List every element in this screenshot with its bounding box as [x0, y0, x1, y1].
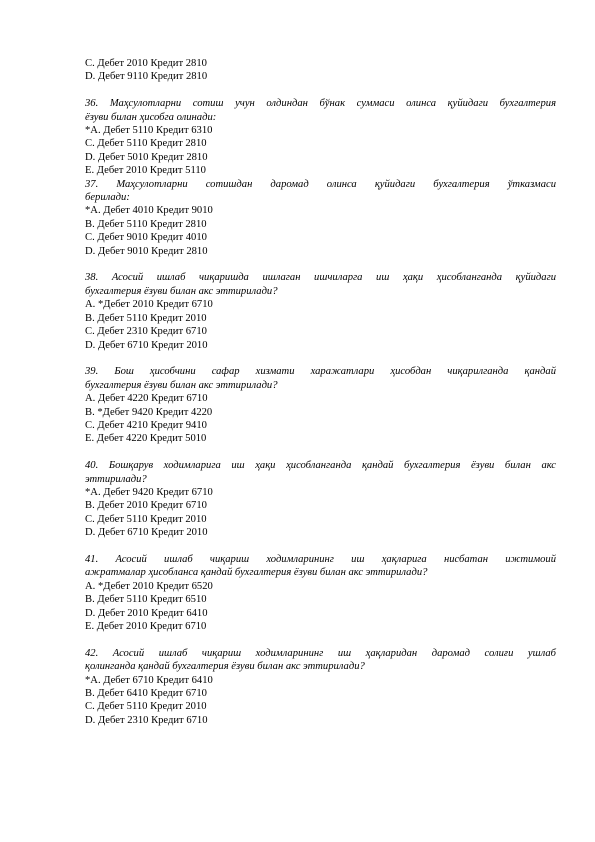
question-text: ажратмалар ҳисобланса қандай бухгалтерия ёзуви билан акс эттирилади? [85, 567, 428, 579]
question-text: 40. Бошқарув ходимларига иш ҳақи ҳисобланганда қандай бухгалтерия ёзуви билан акс [85, 460, 556, 472]
question-text: берилади: [85, 192, 130, 204]
answer-option: D. Дебет 9110 Кредит 2810 [85, 71, 208, 83]
question-text: ёзуви билан ҳисобга олинади: [85, 111, 217, 123]
question-text: эттирилади? [85, 473, 147, 485]
question-block-41 [85, 553, 556, 633]
question-block-38 [85, 271, 556, 351]
question-block-40 [85, 459, 556, 539]
answer-option: B. Дебет 6410 Кредит 6710 [85, 688, 207, 699]
answer-option: C. Дебет 5110 Кредит 2010 [85, 513, 207, 525]
answer-option: *A. Дебет 6710 Кредит 6410 [85, 674, 213, 686]
question-text: 42. Асосий ишлаб чиқариш ходимларининг иш ҳақларидан даромад солиғи ушлаб [85, 647, 556, 659]
question-text: 39. Бош ҳисобчини сафар хизмати харажатлари ҳисобдан чиқарилганда қандай [85, 366, 556, 378]
question-text: 41. Асосий ишлаб чиқариш ходимларининг иш ҳақларига нисбатан ижтимоий [85, 553, 556, 565]
answer-option: D. Дебет 2310 Кредит 6710 [85, 714, 208, 726]
question-block-37 [85, 178, 556, 258]
answer-option: E. Дебет 2010 Кредит 5110 [85, 165, 206, 177]
answer-option: *A. Дебет 4010 Кредит 9010 [85, 205, 213, 217]
question-block-36 [85, 97, 556, 177]
question-text: 38. Асосий ишлаб чиқаришда ишлаган ишчиларга иш ҳақи ҳисобланганда қуйидаги [85, 272, 556, 284]
answer-option: C. Дебет 2310 Кредит 6710 [85, 326, 207, 338]
answer-option: B. Дебет 2010 Кредит 6710 [85, 500, 207, 512]
answer-option: C. Дебет 2010 Кредит 2810 [85, 58, 207, 69]
document-page [85, 57, 556, 727]
answer-option: D. Дебет 9010 Кредит 2810 [85, 245, 208, 257]
answer-option: *A. Дебет 9420 Кредит 6710 [85, 486, 213, 498]
answer-option: C. Дебет 5110 Кредит 2010 [85, 701, 207, 713]
answer-option: C. Дебет 4210 Кредит 9410 [85, 419, 207, 431]
answer-block-35 [85, 57, 556, 84]
answer-option: *A. Дебет 5110 Кредит 6310 [85, 125, 213, 137]
question-block-42 [85, 647, 556, 727]
question-text: қолинганда қандай бухгалтерия ёзуви билан акс эттирилади? [85, 661, 365, 673]
question-block-39 [85, 365, 556, 445]
answer-option: D. Дебет 6710 Кредит 2010 [85, 339, 208, 351]
answer-option: C. Дебет 9010 Кредит 4010 [85, 232, 207, 244]
answer-option: A. *Дебет 2010 Кредит 6520 [85, 580, 213, 592]
answer-option: A. *Дебет 2010 Кредит 6710 [85, 299, 213, 311]
question-text: 36. Маҳсулотларни сотиш учун олдиндан бўнак суммаси олинса қуйидаги бухгалтерия [85, 98, 556, 110]
question-text: бухгалтерия ёзуви билан акс эттирилади? [85, 285, 278, 297]
answer-option: E. Дебет 2010 Кредит 6710 [85, 620, 207, 632]
answer-option: B. *Дебет 9420 Кредит 4220 [85, 406, 213, 418]
answer-option: B. Дебет 5110 Кредит 2810 [85, 218, 207, 230]
answer-option: B. Дебет 5110 Кредит 6510 [85, 594, 207, 606]
question-text: 37. Маҳсулотларни сотишдан даромад олинса қуйидаги бухгалтерия ўтказмаси [85, 178, 556, 190]
answer-option: D. Дебет 2010 Кредит 6410 [85, 607, 208, 619]
answer-option: E. Дебет 4220 Кредит 5010 [85, 433, 207, 445]
answer-option: A. Дебет 4220 Кредит 6710 [85, 393, 208, 405]
question-text: бухгалтерия ёзуви билан акс эттирилади? [85, 379, 278, 391]
answer-option: B. Дебет 5110 Кредит 2010 [85, 312, 207, 324]
answer-option: C. Дебет 5110 Кредит 2810 [85, 138, 207, 150]
answer-option: D. Дебет 5010 Кредит 2810 [85, 151, 208, 163]
answer-option: D. Дебет 6710 Кредит 2010 [85, 527, 208, 539]
